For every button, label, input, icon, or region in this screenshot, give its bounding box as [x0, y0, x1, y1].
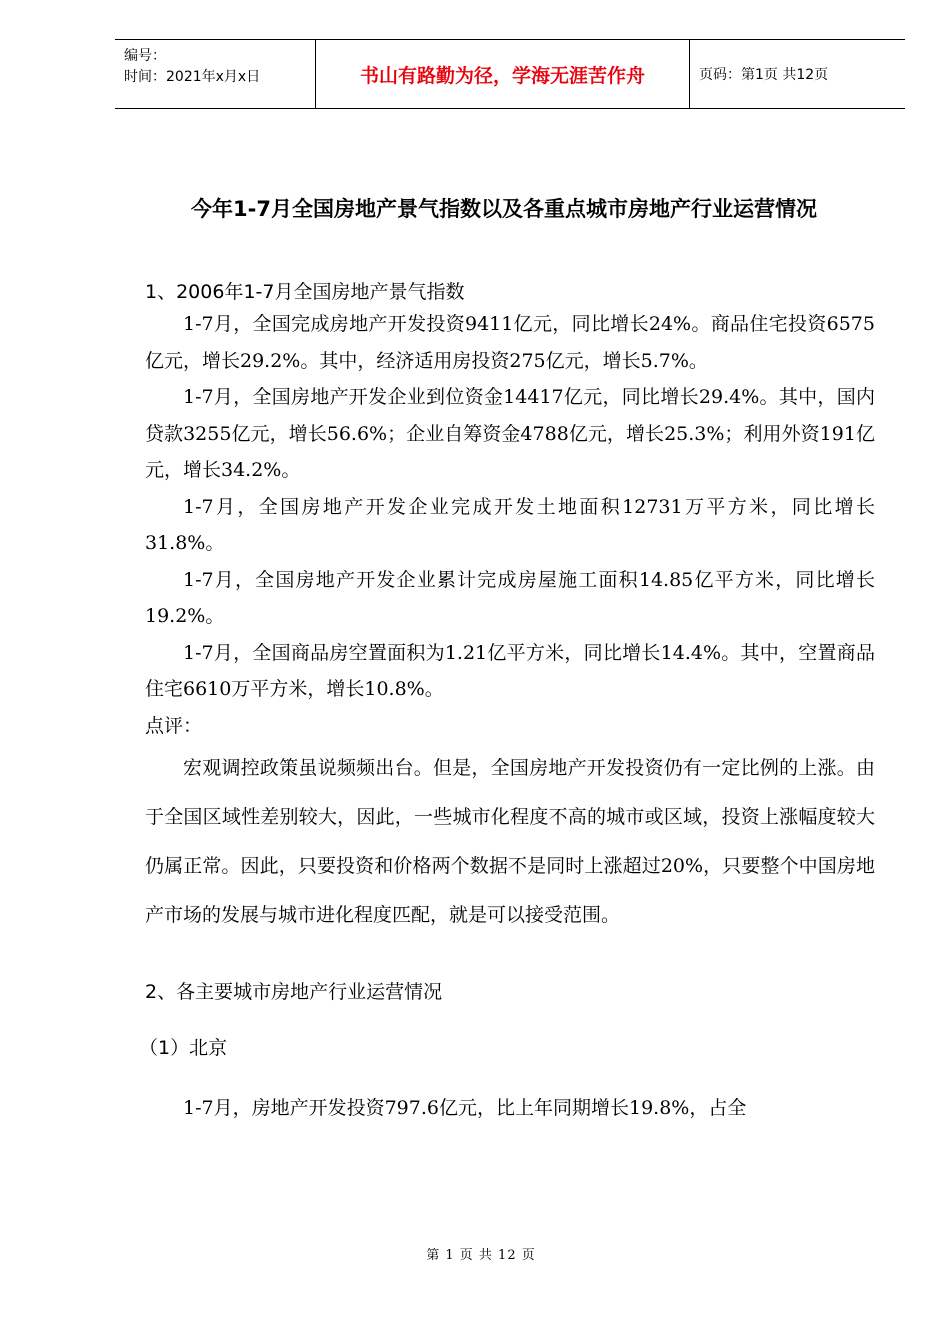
- document-body: [139, 278, 875, 1127]
- paragraph: 1-7月，房地产开发投资797.6亿元，比上年同期增长19.8%，占全: [183, 1097, 747, 1119]
- paragraph: 1-7月，全国商品房空置面积为1.21亿平方米，同比增长14.4%。其中，空置商品住宅6610万平方米，增长10.8%。: [145, 641, 875, 700]
- paragraph: 1-7月，全国房地产开发企业累计完成房屋施工面积14.85亿平方米，同比增长19.2%。: [145, 568, 875, 627]
- paragraph: 1-7月，全国房地产开发企业完成开发土地面积12731万平方米，同比增长31.8%。: [145, 495, 875, 554]
- subsection-beijing-heading: （1）北京: [139, 1037, 228, 1059]
- document-time-label: 时间：2021年x月x日: [124, 69, 261, 85]
- document-number-label: 编号：: [124, 48, 166, 64]
- section-2-heading: 2、各主要城市房地产行业运营情况: [145, 981, 443, 1003]
- paragraph: 1-7月，全国完成房地产开发投资9411亿元，同比增长24%。商品住宅投资6575亿元，增长29.2%。其中，经济适用房投资275亿元，增长5.7%。: [145, 313, 875, 372]
- document-title: 今年1-7月全国房地产景气指数以及各重点城市房地产行业运营情况: [191, 197, 817, 221]
- paragraph: 1-7月，全国房地产开发企业到位资金14417亿元，同比增长29.4%。其中，国内贷款3255亿元，增长56.6%；企业自筹资金4788亿元，增长25.3%；利用外资191亿元，增长34.2%。: [145, 386, 875, 481]
- comment-paragraph: 宏观调控政策虽说频频出台。但是，全国房地产开发投资仍有一定比例的上涨。由于全国区域性差别较大，因此，一些城市化程度不高的城市或区域，投资上涨幅度较大仍属正常。因此，只要投资和价格两个数据不是同时上涨超过20%，只要整个中国房地产市场的发展与城市进化程度匹配，就是可以接受范围。: [145, 757, 875, 926]
- page-header: [115, 39, 905, 109]
- header-page-info: 页码：第1页 共12页: [699, 67, 829, 83]
- section-1-heading: 1、2006年1-7月全国房地产景气指数: [145, 281, 465, 303]
- page-footer: 第 1 页 共 12 页: [426, 1248, 536, 1263]
- header-motto: 书山有路勤为径，学海无涯苦作舟: [316, 40, 690, 108]
- header-meta: [115, 40, 316, 108]
- comment-label: 点评：: [145, 714, 203, 737]
